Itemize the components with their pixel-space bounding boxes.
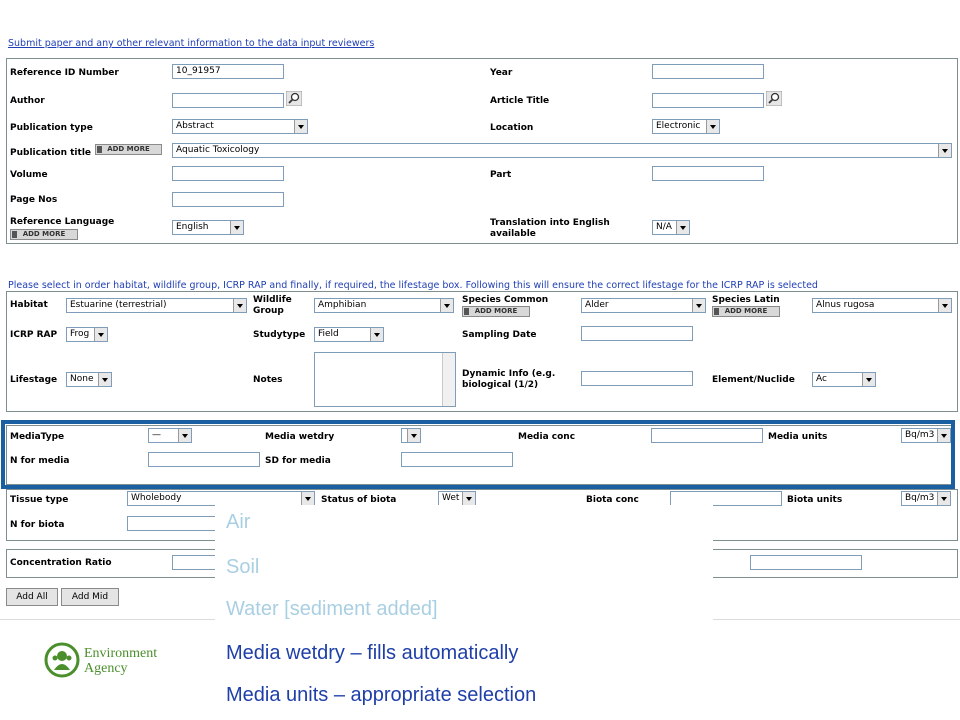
- chevron-down-icon: [233, 299, 246, 312]
- cr-input-2[interactable]: [750, 555, 862, 570]
- chevron-down-icon: [938, 299, 951, 312]
- year-input[interactable]: [652, 64, 764, 79]
- species-latin-add-more-button[interactable]: ADD MORE: [712, 306, 780, 317]
- notes-textarea[interactable]: [314, 352, 456, 407]
- chevron-down-icon: [938, 144, 951, 157]
- logo-line-1: Environment: [84, 646, 158, 661]
- chevron-down-icon: [94, 328, 107, 341]
- n-media-label: N for media: [10, 456, 70, 466]
- option-soil[interactable]: Soil: [226, 556, 260, 578]
- chevron-down-icon: [294, 120, 307, 133]
- habitat-value: Estuarine (terrestrial): [70, 300, 167, 310]
- media-conc-input[interactable]: [651, 428, 763, 443]
- year-label: Year: [490, 68, 513, 78]
- lifestage-select[interactable]: [66, 372, 112, 387]
- logo-text: [84, 646, 157, 676]
- chevron-down-icon: [230, 221, 243, 234]
- species-common-value: Alder: [585, 300, 609, 310]
- species-common-label: Species Common: [462, 295, 549, 305]
- top-bar: [0, 0, 960, 29]
- location-value: Electronic: [656, 121, 701, 131]
- habitat-select[interactable]: [66, 298, 247, 313]
- add-all-button[interactable]: Add All: [6, 588, 58, 606]
- pub-title-select[interactable]: [172, 143, 952, 158]
- location-label: Location: [490, 123, 534, 133]
- ref-lang-value: English: [176, 222, 209, 232]
- species-latin-value: Alnus rugosa: [816, 300, 875, 310]
- page-nos-input[interactable]: [172, 192, 284, 207]
- chevron-down-icon: [706, 120, 719, 133]
- pub-title-value: Aquatic Toxicology: [176, 145, 260, 155]
- wildlife-label-2: Group: [253, 306, 284, 316]
- sd-media-input[interactable]: [401, 452, 513, 467]
- biota-conc-label: Biota conc: [586, 495, 639, 505]
- species-latin-label: Species Latin: [712, 295, 780, 305]
- biota-conc-input[interactable]: [670, 491, 782, 506]
- habitat-instruction: Please select in order habitat, wildlife group, ICRP RAP and finally, if required, the lifestage box. Following this will ensure the correct lifestage for the ICRP RAP is selected: [8, 280, 818, 291]
- studytype-label: Studytype: [253, 330, 306, 340]
- studytype-value: Field: [318, 329, 339, 339]
- location-select[interactable]: [652, 119, 720, 134]
- wildlife-value: Amphibian: [318, 300, 367, 310]
- notes-scrollbar[interactable]: [442, 353, 455, 406]
- status-biota-select[interactable]: [438, 491, 476, 506]
- lifestage-label: Lifestage: [10, 375, 58, 385]
- pub-type-label: Publication type: [10, 123, 93, 133]
- option-water[interactable]: Water [sediment added]: [226, 598, 438, 620]
- element-value: Ac: [816, 374, 827, 384]
- translation-select[interactable]: [652, 220, 690, 235]
- dynamic-info-input[interactable]: [581, 371, 693, 386]
- ref-id-input[interactable]: 10_91957: [172, 64, 284, 79]
- part-input[interactable]: [652, 166, 764, 181]
- chevron-down-icon: [407, 429, 420, 442]
- sampling-date-input[interactable]: [581, 326, 693, 341]
- pub-title-label: Publication title: [10, 148, 92, 158]
- cr-label: Concentration Ratio: [10, 558, 112, 568]
- icrp-value: Frog: [70, 329, 90, 339]
- element-label: Element/Nuclide: [712, 375, 795, 385]
- chevron-down-icon: [98, 373, 111, 386]
- author-label: Author: [10, 96, 45, 106]
- logo-line-2: Agency: [84, 661, 128, 676]
- biota-units-label: Biota units: [787, 495, 843, 505]
- ref-lang-add-more-button[interactable]: ADD MORE: [10, 229, 78, 240]
- note-media-wetdry: Media wetdry – fills automatically: [226, 642, 519, 664]
- notes-label: Notes: [253, 375, 283, 385]
- ref-id-label: Reference ID Number: [10, 68, 119, 78]
- status-biota-value: Wet: [442, 493, 460, 503]
- n-media-input[interactable]: [148, 452, 260, 467]
- dynamic-info-label-1: Dynamic Info (e.g.: [462, 369, 556, 379]
- tissue-type-select[interactable]: [127, 491, 315, 506]
- biota-units-select[interactable]: [901, 491, 951, 506]
- media-units-value: Bq/m3: [905, 430, 935, 440]
- tissue-type-label: Tissue type: [10, 495, 69, 505]
- ref-lang-select[interactable]: [172, 220, 244, 235]
- wildlife-label-1: Wildlife: [253, 295, 292, 305]
- media-type-value: —: [152, 430, 161, 440]
- volume-input[interactable]: [172, 166, 284, 181]
- sd-media-label: SD for media: [265, 456, 331, 466]
- habitat-label: Habitat: [10, 300, 48, 310]
- chevron-down-icon: [692, 299, 705, 312]
- volume-label: Volume: [10, 170, 48, 180]
- chevron-down-icon: [440, 299, 453, 312]
- biota-units-value: Bq/m3: [905, 493, 935, 503]
- media-type-label: MediaType: [10, 432, 65, 442]
- chevron-down-icon: [301, 492, 314, 505]
- part-label: Part: [490, 170, 512, 180]
- chevron-down-icon: [370, 328, 383, 341]
- lifestage-value: None: [70, 374, 94, 384]
- n-biota-label: N for biota: [10, 520, 65, 530]
- dynamic-info-label-2: biological (1/2): [462, 380, 539, 390]
- pub-type-select[interactable]: [172, 119, 308, 134]
- media-units-select[interactable]: [901, 428, 951, 443]
- translation-label-2: available: [490, 229, 536, 239]
- chevron-down-icon: [462, 492, 475, 505]
- status-biota-label: Status of biota: [321, 495, 397, 505]
- media-units-label: Media units: [768, 432, 828, 442]
- author-input[interactable]: [172, 93, 284, 108]
- submit-paper-link[interactable]: Submit paper and any other relevant information to the data input reviewers: [8, 38, 375, 49]
- note-media-units: Media units – appropriate selection: [226, 684, 537, 706]
- pub-title-add-more-button[interactable]: ADD MORE: [95, 144, 162, 155]
- pub-type-value: Abstract: [176, 121, 214, 131]
- article-title-input[interactable]: [652, 93, 764, 108]
- species-common-select[interactable]: [581, 298, 706, 313]
- option-air[interactable]: Air: [226, 511, 251, 533]
- add-mid-button[interactable]: Add Mid: [61, 588, 119, 606]
- translation-label-1: Translation into English: [490, 218, 610, 228]
- studytype-select[interactable]: [314, 327, 384, 342]
- chevron-down-icon: [937, 492, 950, 505]
- translation-value: N/A: [656, 222, 672, 232]
- ref-lang-label: Reference Language: [10, 217, 115, 227]
- environment-agency-logo-icon: [44, 642, 80, 678]
- tissue-type-value: Wholebody: [131, 493, 182, 503]
- sampling-date-label: Sampling Date: [462, 330, 537, 340]
- media-type-select[interactable]: [148, 428, 192, 443]
- media-wetdry-label: Media wetdry: [265, 432, 335, 442]
- element-select[interactable]: [812, 372, 876, 387]
- chevron-down-icon: [178, 429, 191, 442]
- chevron-down-icon: [862, 373, 875, 386]
- wildlife-select[interactable]: [314, 298, 454, 313]
- media-conc-label: Media conc: [518, 432, 576, 442]
- media-wetdry-select[interactable]: [401, 428, 421, 443]
- icrp-select[interactable]: [66, 327, 108, 342]
- chevron-down-icon: [937, 429, 950, 442]
- author-search-icon[interactable]: [286, 91, 302, 106]
- page-nos-label: Page Nos: [10, 195, 58, 205]
- chevron-down-icon: [676, 221, 689, 234]
- species-common-add-more-button[interactable]: ADD MORE: [462, 306, 530, 317]
- article-search-icon[interactable]: [766, 91, 782, 106]
- article-title-label: Article Title: [490, 96, 550, 106]
- species-latin-select[interactable]: [812, 298, 952, 313]
- icrp-label: ICRP RAP: [10, 330, 58, 340]
